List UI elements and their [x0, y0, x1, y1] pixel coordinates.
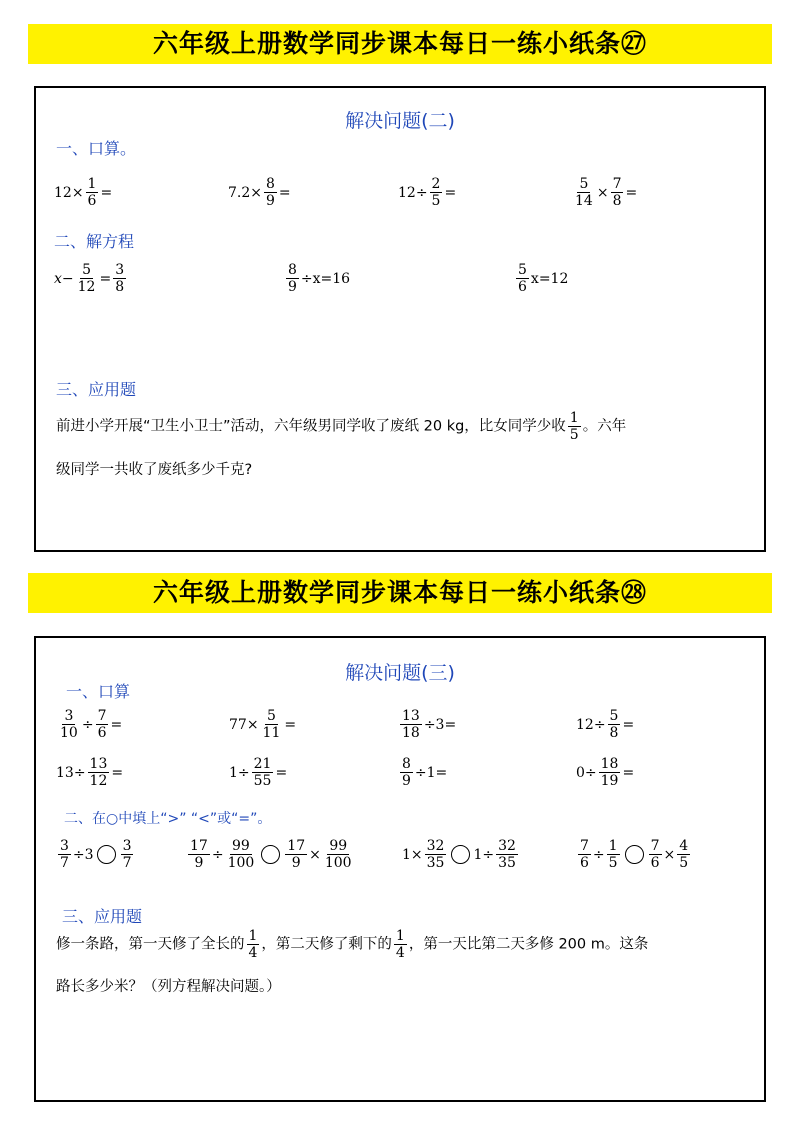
compare-item-4: $\frac{7}{6}$ ÷ $\frac{1}{5}$ $\frac{7}{6}$ × $\frac{4}{5}$ — [580, 838, 689, 871]
oral-item-2: 7.2× $\frac{8}{9}$ = — [228, 176, 291, 209]
banner-27: 六年级上册数学同步课本每日一练小纸条㉗ — [28, 24, 772, 64]
problem-line-1: 前进小学开展“卫生小卫士”活动，六年级男同学收了废纸 20 kg，比女同学少收 $\frac{1}{5}$ 。六年 — [56, 410, 627, 443]
oral-item-1: 12× $\frac{1}{6}$ = — [54, 176, 113, 209]
compare-item-3: 1× $\frac{32}{35}$ 1÷ $\frac{32}{35}$ — [402, 838, 516, 871]
oral-r2-item-2: 1÷ $\frac{21}{55}$ = — [229, 756, 288, 789]
oral-r2-item-1: 13÷ $\frac{13}{12}$ = — [56, 756, 124, 789]
oral-r1-item-2: 77× $\frac{5}{11}$ = — [229, 708, 297, 741]
problem-line-2: 路长多少米？（列方程解决问题。） — [56, 979, 281, 995]
card-28 — [34, 636, 766, 1102]
section-application: 三、应用题 — [62, 907, 143, 926]
answer-circle[interactable] — [625, 845, 644, 864]
oral-item-3: 12÷ $\frac{2}{5}$ = — [398, 176, 457, 209]
section-compare: 二、在○中填上“>” “<”或“=”。 — [64, 811, 272, 827]
oral-item-4: $\frac{5}{14}$ × $\frac{7}{8}$ = — [575, 176, 638, 209]
card-27 — [34, 86, 766, 552]
oral-r1-item-3: $\frac{13}{18}$ ÷3= — [402, 708, 457, 741]
section-oral: 一、口算 — [66, 682, 131, 701]
compare-item-1: $\frac{3}{7}$ ÷3 $\frac{3}{7}$ — [60, 838, 132, 871]
answer-circle[interactable] — [451, 845, 470, 864]
answer-circle[interactable] — [97, 845, 116, 864]
compare-item-2: $\frac{17}{9}$ ÷ $\frac{99}{100}$ $\frac{17}{9}$ × $\frac{99}{100}$ — [190, 838, 352, 871]
oral-r1-item-4: 12÷ $\frac{5}{8}$ = — [576, 708, 635, 741]
equation-1: x− $\frac{5}{12}$ = $\frac{3}{8}$ — [54, 262, 125, 295]
answer-circle[interactable] — [261, 845, 280, 864]
problem-line-1: 修一条路，第一天修了全长的 $\frac{1}{4}$ ，第二天修了剩下的 $\frac{1}{4}$ ，第一天比第二天多修 200 m。这条 — [56, 928, 649, 961]
oral-r2-item-4: 0÷ $\frac{18}{19}$ = — [576, 756, 635, 789]
equation-3: $\frac{5}{6}$ x=12 — [518, 262, 569, 295]
oral-r2-item-3: $\frac{8}{9}$ ÷1= — [402, 756, 448, 789]
equation-2: $\frac{8}{9}$ ÷x=16 — [288, 262, 351, 295]
section-equations: 二、解方程 — [54, 232, 135, 251]
section-oral: 一、口算。 — [56, 139, 137, 158]
problem-line-2: 级同学一共收了废纸多少千克? — [56, 462, 253, 478]
banner-28: 六年级上册数学同步课本每日一练小纸条㉘ — [28, 573, 772, 613]
card-title: 解决问题(三) — [345, 662, 455, 684]
section-application: 三、应用题 — [56, 380, 137, 399]
card-title: 解决问题(二) — [345, 110, 455, 132]
oral-r1-item-1: $\frac{3}{10}$ ÷ $\frac{7}{6}$ = — [60, 708, 123, 741]
